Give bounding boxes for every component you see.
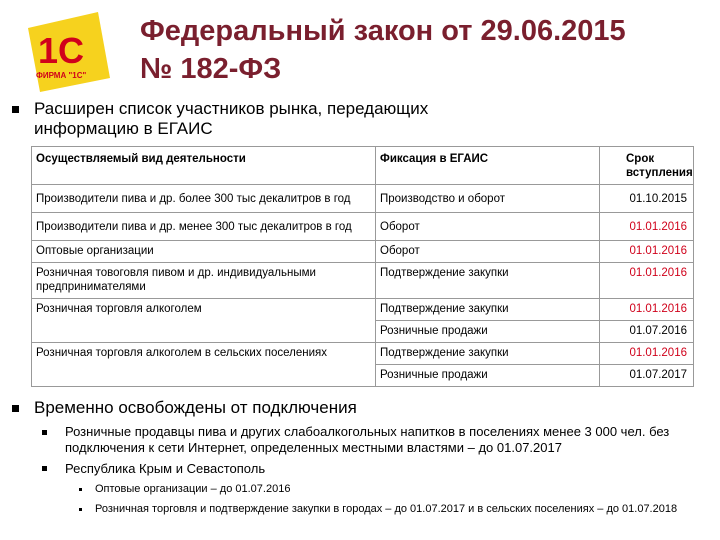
cell-activity: Розничная товоговля пивом и др. индивидуальными предпринимателями	[32, 263, 376, 299]
cell-date: 01.01.2016	[600, 343, 694, 365]
cell-fixation: Подтверждение закупки	[376, 343, 600, 365]
cell-fixation: Оборот	[376, 241, 600, 263]
title-line-2: № 182-ФЗ	[140, 53, 282, 85]
cell-date: 01.10.2015	[600, 185, 694, 213]
cell-date: 01.07.2017	[600, 365, 694, 387]
header-fixation: Фиксация в ЕГАИС	[376, 147, 600, 185]
logo-brand: 1С	[38, 30, 85, 71]
header-date: Срок вступления	[600, 147, 694, 185]
exemption-item-1: Розничные продавцы пива и других слабоалкогольных напитков в поселениях менее 3 000 чел. без подключения к сети Интернет, определенных местными властями – до 01.07.2017	[65, 424, 670, 455]
table-row	[32, 263, 694, 299]
table-header-row	[32, 147, 694, 185]
cell-activity: Оптовые организации	[32, 241, 376, 263]
title-line-1: Федеральный закон от 29.06.2015	[140, 15, 626, 47]
table-row	[32, 343, 694, 365]
cell-fixation: Розничные продажи	[376, 365, 600, 387]
cell-fixation: Производство и оборот	[376, 185, 600, 213]
bullet-square-icon	[42, 466, 47, 471]
cell-activity: Розничная торговля алкоголем в сельских поселениях	[32, 343, 376, 387]
cell-activity: Розничная торговля алкоголем	[32, 299, 376, 343]
table-row	[32, 213, 694, 241]
firma-1c-logo	[10, 8, 114, 94]
cell-activity: Производители пива и др. более 300 тыс декалитров в год	[32, 185, 376, 213]
bullet-square-icon	[12, 106, 19, 113]
cell-fixation: Подтверждение закупки	[376, 299, 600, 321]
exemption-sub-1: Оптовые организации – до 01.07.2016	[95, 483, 291, 495]
exemption-sub-2: Розничная торговля и подтверждение закупки в городах – до 01.07.2017 и в сельских поселениях – до 01.07.2018	[95, 503, 678, 515]
cell-date: 01.01.2016	[600, 241, 694, 263]
exemption-item-2: Республика Крым и Севастополь	[65, 461, 266, 476]
table-row	[32, 299, 694, 321]
exemptions-heading: Временно освобождены от подключения	[34, 398, 357, 417]
table-row	[32, 241, 694, 263]
cell-fixation: Оборот	[376, 213, 600, 241]
bullet-square-icon	[12, 405, 19, 412]
cell-date: 01.07.2016	[600, 321, 694, 343]
bullet-dot-icon	[79, 488, 82, 491]
cell-fixation: Подтверждение закупки	[376, 263, 600, 299]
table-row	[32, 185, 694, 213]
participants-table	[31, 146, 694, 387]
page-title	[140, 12, 710, 88]
cell-date: 01.01.2016	[600, 299, 694, 321]
bullet-square-icon	[42, 430, 47, 435]
bullet-dot-icon	[79, 508, 82, 511]
header-activity: Осуществляемый вид деятельности	[32, 147, 376, 185]
cell-date: 01.01.2016	[600, 213, 694, 241]
cell-date: 01.01.2016	[600, 263, 694, 299]
logo-caption: ФИРМА "1С"	[36, 71, 87, 80]
cell-activity: Производители пива и др. менее 300 тыс декалитров в год	[32, 213, 376, 241]
cell-fixation: Розничные продажи	[376, 321, 600, 343]
lead-text: Расширен список участников рынка, передающих информацию в ЕГАИС	[34, 99, 429, 138]
